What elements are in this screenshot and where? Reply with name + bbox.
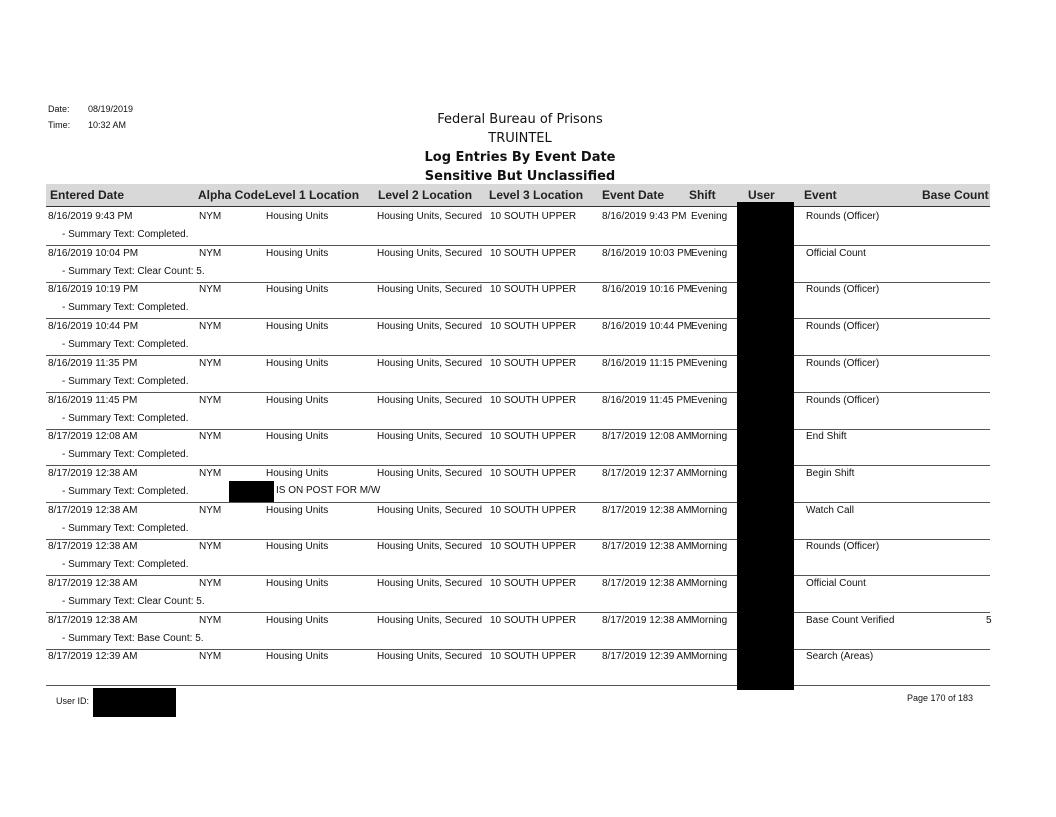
row-level2: Housing Units, Secured xyxy=(377,467,483,479)
col-level3: Level 3 Location xyxy=(489,188,584,202)
row-shift: Evening xyxy=(691,321,728,333)
row-event: Search (Areas) xyxy=(806,651,874,663)
row-event-date: 8/16/2019 10:16 PM xyxy=(602,284,693,296)
row-event: Rounds (Officer) xyxy=(806,321,880,333)
row-level2: Housing Units, Secured xyxy=(377,284,483,296)
row-level3: 10 SOUTH UPPER xyxy=(490,321,577,333)
row-shift: Evening xyxy=(691,394,728,406)
row-shift: Evening xyxy=(691,357,728,369)
row-alpha-code: NYM xyxy=(199,394,222,406)
col-level2: Level 2 Location xyxy=(378,188,473,202)
row-level3: 10 SOUTH UPPER xyxy=(490,467,577,479)
row-alpha-code: NYM xyxy=(199,651,222,663)
row-event: Rounds (Officer) xyxy=(806,284,880,296)
row-alpha-code: NYM xyxy=(199,357,222,369)
table-row xyxy=(46,245,990,283)
row-alpha-code: NYM xyxy=(199,467,222,479)
table-row xyxy=(46,281,990,319)
date-value: 08/19/2019 xyxy=(88,104,134,114)
row-summary: - Summary Text: Completed. xyxy=(62,449,189,461)
row-event-date: 8/16/2019 9:43 PM xyxy=(602,211,687,222)
row-entered-date: 8/16/2019 9:43 PM xyxy=(48,211,133,222)
row-level3: 10 SOUTH UPPER xyxy=(490,578,577,589)
row-alpha-code: NYM xyxy=(199,247,222,259)
title-agency: Federal Bureau of Prisons xyxy=(437,112,603,127)
row-level1: Housing Units xyxy=(266,394,329,406)
col-event-date: Event Date xyxy=(602,188,665,202)
row-level2: Housing Units, Secured xyxy=(377,357,483,369)
row-level2: Housing Units, Secured xyxy=(377,394,483,406)
time-label: Time: xyxy=(48,120,71,130)
row-shift: Morning xyxy=(691,651,728,663)
row-level2: Housing Units, Secured xyxy=(377,321,483,333)
time-value: 10:32 AM xyxy=(88,120,127,130)
row-entered-date: 8/16/2019 11:45 PM xyxy=(48,394,138,406)
row-level1: Housing Units xyxy=(266,504,329,516)
row-event-date: 8/17/2019 12:39 AM xyxy=(602,651,692,663)
row-entered-date: 8/16/2019 10:19 PM xyxy=(48,284,139,296)
row-event-date: 8/17/2019 12:38 AM xyxy=(602,614,692,626)
row-level2: Housing Units, Secured xyxy=(377,541,483,553)
row-entered-date: 8/17/2019 12:38 AM xyxy=(48,504,138,516)
row-alpha-code: NYM xyxy=(199,578,222,589)
row-level2: Housing Units, Secured xyxy=(377,211,483,222)
row-level1: Housing Units xyxy=(266,247,329,259)
row-event: Watch Call xyxy=(806,504,854,516)
row-event-date: 8/17/2019 12:38 AM xyxy=(602,541,692,553)
row-entered-date: 8/16/2019 11:35 PM xyxy=(48,357,138,369)
row-summary: - Summary Text: Clear Count: 5. xyxy=(62,596,205,607)
row-event: Rounds (Officer) xyxy=(806,211,880,222)
row-event: Begin Shift xyxy=(806,467,855,479)
table-row xyxy=(46,538,990,576)
title-system: TRUINTEL xyxy=(488,131,552,146)
row-shift: Morning xyxy=(691,541,728,553)
redaction-user-id xyxy=(93,688,176,717)
row-level3: 10 SOUTH UPPER xyxy=(490,357,577,369)
row-summary: - Summary Text: Completed. xyxy=(62,302,189,314)
row-level1: Housing Units xyxy=(266,651,329,663)
col-entered-date: Entered Date xyxy=(50,188,125,202)
row-event-date: 8/16/2019 11:45 PM xyxy=(602,394,692,406)
row-entered-date: 8/17/2019 12:08 AM xyxy=(48,431,138,443)
row-summary: - Summary Text: Completed. xyxy=(62,339,189,351)
row-level3: 10 SOUTH UPPER xyxy=(490,541,577,553)
row-base-count: 5 xyxy=(986,614,992,626)
row-entered-date: 8/17/2019 12:39 AM xyxy=(48,651,138,663)
row-entered-date: 8/16/2019 10:44 PM xyxy=(48,321,139,333)
row-level1: Housing Units xyxy=(266,431,329,443)
row-event: Rounds (Officer) xyxy=(806,541,880,553)
row-level3: 10 SOUTH UPPER xyxy=(490,431,577,443)
row-shift: Morning xyxy=(691,614,728,626)
row-alpha-code: NYM xyxy=(199,431,222,443)
row-summary: - Summary Text: Clear Count: 5. xyxy=(62,265,205,277)
row-level3: 10 SOUTH UPPER xyxy=(490,504,577,516)
title-report: Log Entries By Event Date xyxy=(424,150,616,165)
row-shift: Evening xyxy=(691,247,728,259)
table-row xyxy=(46,612,990,650)
row-entered-date: 8/16/2019 10:04 PM xyxy=(48,247,139,259)
row-level1: Housing Units xyxy=(266,357,329,369)
row-level1: Housing Units xyxy=(266,321,329,333)
footer-user-label: User ID: xyxy=(56,696,90,706)
row-event-date: 8/17/2019 12:37 AM xyxy=(602,467,692,479)
row-level3: 10 SOUTH UPPER xyxy=(490,651,577,663)
report-title xyxy=(0,110,1040,186)
redaction-inline xyxy=(229,481,274,502)
row-summary: - Summary Text: Completed. xyxy=(62,522,189,534)
row-shift: Morning xyxy=(691,431,728,443)
table-row xyxy=(46,648,990,686)
row-alpha-code: NYM xyxy=(199,614,222,626)
row-alpha-code: NYM xyxy=(199,321,222,333)
row-level3: 10 SOUTH UPPER xyxy=(490,614,577,626)
row-level2: Housing Units, Secured xyxy=(377,578,483,589)
col-shift: Shift xyxy=(689,188,716,202)
row-event: Official Count xyxy=(806,247,866,259)
row-level3: 10 SOUTH UPPER xyxy=(490,247,577,259)
table-row xyxy=(46,428,990,466)
col-event: Event xyxy=(804,188,837,202)
row-level1: Housing Units xyxy=(266,541,329,553)
row-alpha-code: NYM xyxy=(199,541,222,553)
row-event-date: 8/17/2019 12:38 AM xyxy=(602,504,692,516)
table-row xyxy=(46,318,990,356)
row-level3: 10 SOUTH UPPER xyxy=(490,394,577,406)
row-event: Rounds (Officer) xyxy=(806,357,880,369)
table-row xyxy=(46,575,990,613)
table-row xyxy=(46,355,990,393)
col-alpha-code: Alpha Code xyxy=(198,188,265,202)
row-alpha-code: NYM xyxy=(199,504,222,516)
row-level3: 10 SOUTH UPPER xyxy=(490,211,577,222)
row-level2: Housing Units, Secured xyxy=(377,651,483,663)
col-level1: Level 1 Location xyxy=(265,188,360,202)
title-classification: Sensitive But Unclassified xyxy=(424,169,616,184)
row-alpha-code: NYM xyxy=(199,211,222,222)
row-summary: - Summary Text: Completed. xyxy=(62,375,189,387)
row-level2: Housing Units, Secured xyxy=(377,614,483,626)
post-note: IS ON POST FOR M/W xyxy=(276,485,381,496)
date-label: Date: xyxy=(48,104,70,114)
row-level1: Housing Units xyxy=(266,614,329,626)
row-event: Official Count xyxy=(806,578,866,589)
row-summary: - Summary Text: Completed. xyxy=(62,229,189,240)
row-shift: Morning xyxy=(691,467,728,479)
row-level2: Housing Units, Secured xyxy=(377,431,483,443)
row-level2: Housing Units, Secured xyxy=(377,504,483,516)
row-event-date: 8/16/2019 10:03 PM xyxy=(602,247,693,259)
table-row xyxy=(46,465,990,503)
row-level1: Housing Units xyxy=(266,284,329,296)
row-summary: - Summary Text: Completed. xyxy=(62,412,189,424)
row-shift: Morning xyxy=(691,504,728,516)
col-user: User xyxy=(748,188,775,202)
row-event-date: 8/16/2019 10:44 PM xyxy=(602,321,693,333)
row-entered-date: 8/17/2019 12:38 AM xyxy=(48,578,138,589)
row-level1: Housing Units xyxy=(266,467,329,479)
row-level1: Housing Units xyxy=(266,211,329,222)
row-level1: Housing Units xyxy=(266,578,329,589)
row-level2: Housing Units, Secured xyxy=(377,247,483,259)
row-entered-date: 8/17/2019 12:38 AM xyxy=(48,614,138,626)
row-event: End Shift xyxy=(806,431,847,443)
row-level3: 10 SOUTH UPPER xyxy=(490,284,577,296)
table-row xyxy=(46,208,990,246)
table-row xyxy=(46,392,990,430)
row-event: Rounds (Officer) xyxy=(806,394,880,406)
row-event-date: 8/16/2019 11:15 PM xyxy=(602,357,692,369)
row-shift: Evening xyxy=(691,284,728,296)
row-event: Base Count Verified xyxy=(806,614,895,626)
row-entered-date: 8/17/2019 12:38 AM xyxy=(48,467,138,479)
redaction-user-column xyxy=(737,202,794,690)
table-header xyxy=(46,184,990,207)
row-summary: - Summary Text: Completed. xyxy=(62,485,189,497)
row-event-date: 8/17/2019 12:08 AM xyxy=(602,431,692,443)
row-summary: - Summary Text: Base Count: 5. xyxy=(62,632,204,644)
table-row xyxy=(46,502,990,540)
row-event-date: 8/17/2019 12:38 AM xyxy=(602,578,692,589)
page-number: Page 170 of 183 xyxy=(907,693,974,703)
row-entered-date: 8/17/2019 12:38 AM xyxy=(48,541,138,553)
row-shift: Evening xyxy=(691,211,728,222)
col-base-count: Base Count xyxy=(922,188,989,202)
row-alpha-code: NYM xyxy=(199,284,222,296)
row-shift: Morning xyxy=(691,578,728,589)
row-summary: - Summary Text: Completed. xyxy=(62,559,189,571)
